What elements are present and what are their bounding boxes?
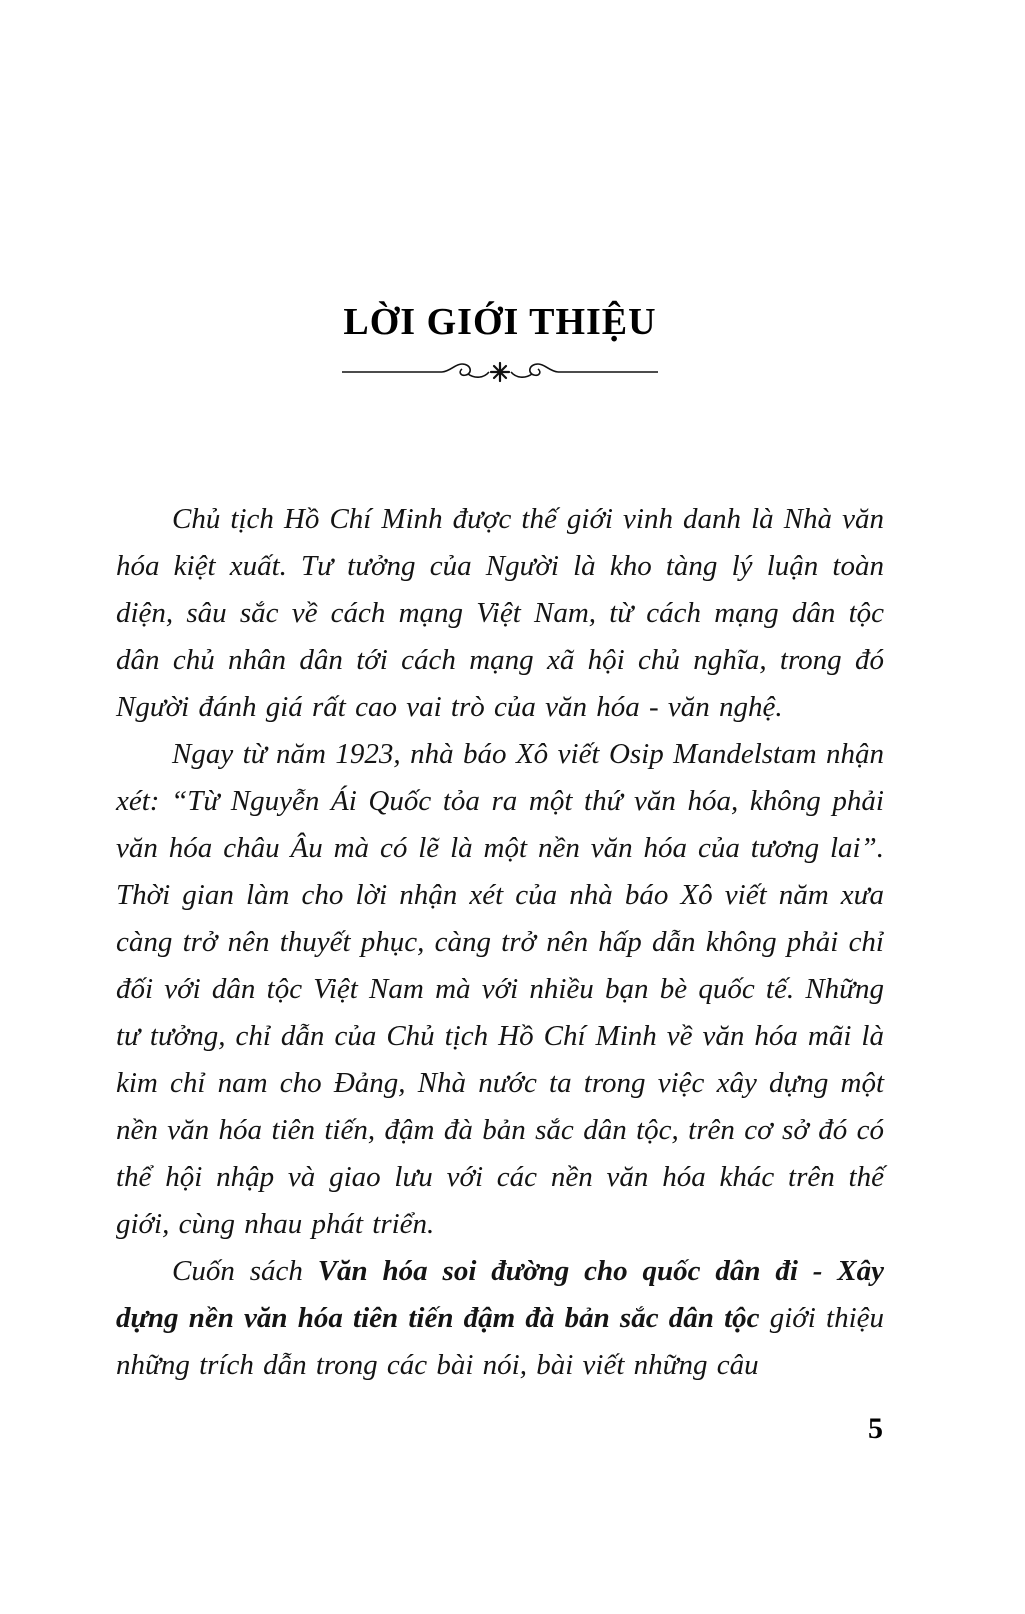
paragraph-3 — [116, 1248, 884, 1389]
page-title: LỜI GIỚI THIỆU — [343, 301, 657, 343]
page-number: 5 — [868, 1412, 883, 1445]
body-text — [116, 496, 884, 1389]
paragraph-2: Ngay từ năm 1923, nhà báo Xô viết Osip Mandelstam nhận xét: “Từ Nguyễn Ái Quốc tỏa ra một thứ văn hóa, không phải văn hóa châu Âu mà có lẽ là một nền văn hóa của tương lai”. Thời gian làm cho lời nhận xét của nhà báo Xô viết năm xưa càng trở nên thuyết phục, càng trở nên hấp dẫn không phải chỉ đối với dân tộc Việt Nam mà với nhiều bạn bè quốc tế. Những tư tưởng, chỉ dẫn của Chủ tịch Hồ Chí Minh về văn hóa mãi là kim chỉ nam cho Đảng, Nhà nước ta trong việc xây dựng một nền văn hóa tiên tiến, đậm đà bản sắc dân tộc, trên cơ sở đó có thể hội nhập và giao lưu với các nền văn hóa khác trên thế giới, cùng nhau phát triển. — [116, 738, 884, 1240]
flourish-ornament-icon — [340, 356, 660, 388]
page-content — [116, 300, 884, 1389]
title-divider — [116, 356, 884, 388]
paragraph-3-trail: giới thiệu những trích dẫn trong các bài nói, bài viết những câu — [116, 1302, 884, 1381]
paragraph-3-lead: Cuốn sách — [172, 1255, 318, 1287]
book-title-emphasis: Văn hóa soi đường cho quốc dân đi - Xây dựng nền văn hóa tiên tiến đậm đà bản sắc dân tộc — [116, 1255, 884, 1334]
paragraph-1: Chủ tịch Hồ Chí Minh được thế giới vinh danh là Nhà văn hóa kiệt xuất. Tư tưởng của Người là kho tàng lý luận toàn diện, sâu sắc về cách mạng Việt Nam, từ cách mạng dân tộc dân chủ nhân dân tới cách mạng xã hội chủ nghĩa, trong đó Người đánh giá rất cao vai trò của văn hóa - văn nghệ. — [116, 503, 884, 723]
